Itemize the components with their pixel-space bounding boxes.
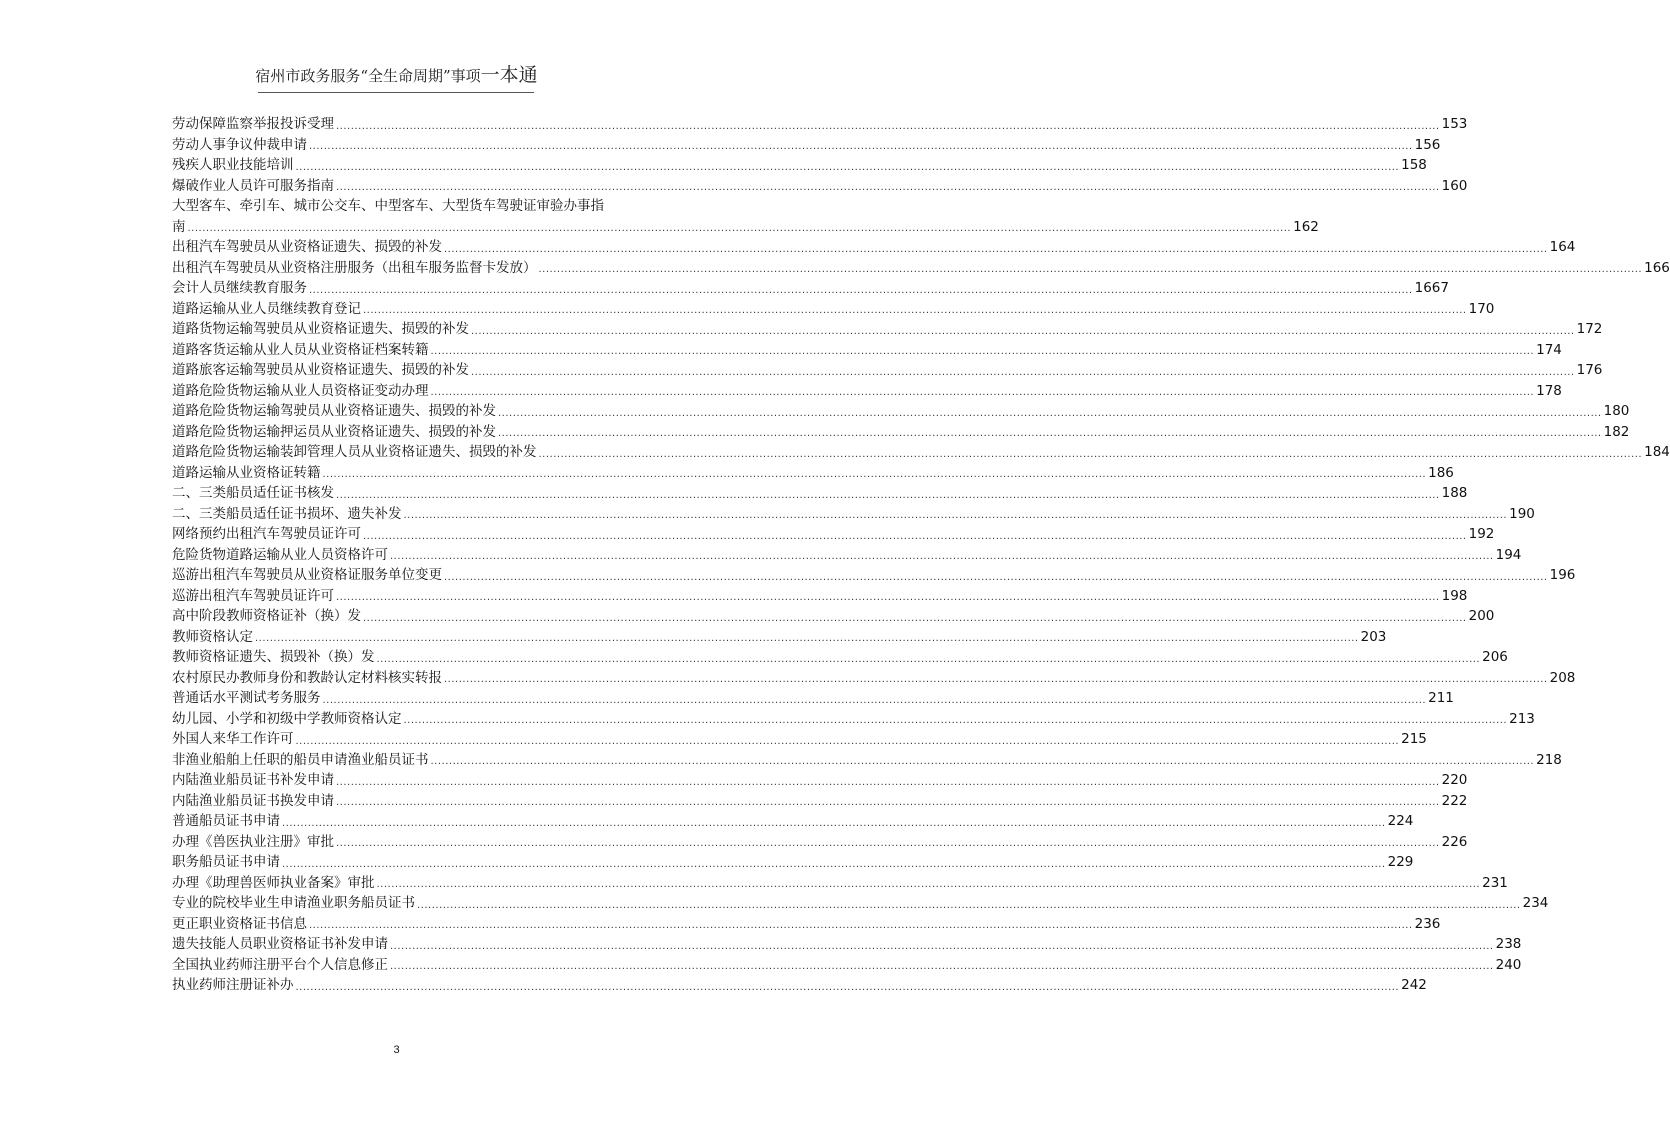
toc-entry-page: 224 — [1387, 813, 1414, 829]
toc-entry-page: 162 — [1293, 218, 1319, 235]
table-of-contents — [172, 114, 1670, 996]
toc-entry-label: 会计人员继续教育服务 — [172, 280, 307, 296]
toc-entry[interactable] — [172, 114, 1468, 135]
dot-leader: ............................................................................................................................................................................................................................................................................................................ — [390, 961, 1494, 972]
toc-entry[interactable] — [172, 668, 1576, 689]
toc-entry[interactable] — [172, 791, 1468, 812]
toc-entry-page: 220 — [1441, 772, 1468, 788]
toc-entry-page: 186 — [1428, 464, 1454, 481]
dot-leader: ............................................................................................................................................................................................................................................................................................................ — [444, 571, 1548, 583]
toc-entry-label: 全国执业药师注册平台个人信息修正 — [172, 956, 388, 973]
toc-entry-page: 226 — [1441, 833, 1468, 850]
dot-leader: ............................................................................................................................................................................................................................................................................................................ — [538, 448, 1643, 460]
toc-entry[interactable] — [172, 319, 1603, 340]
toc-entry-label: 道路旅客运输驾驶员从业资格证遗失、损毁的补发 — [172, 362, 469, 378]
toc-entry-page: 238 — [1495, 936, 1522, 952]
dot-leader: ............................................................................................................................................................................................................................................................................................................ — [322, 469, 1427, 480]
toc-entry[interactable] — [172, 504, 1535, 525]
dot-leader: ............................................................................................................................................................................................................................................................................................................ — [390, 551, 1494, 562]
toc-entry-label: 道路运输从业人员继续教育登记 — [172, 300, 361, 317]
toc-entry-page: 213 — [1509, 710, 1535, 727]
toc-entry-label: 内陆渔业船员证书补发申请 — [172, 772, 334, 788]
dot-leader: ............................................................................................................................................................................................................................................................................................................ — [376, 879, 1481, 890]
toc-entry[interactable] — [172, 360, 1603, 381]
toc-entry[interactable] — [172, 606, 1495, 627]
toc-entry-label: 非渔业船舶上任职的船员申请渔业船员证书 — [172, 751, 429, 768]
toc-entry-page: 211 — [1428, 690, 1454, 706]
toc-entry-label: 办理《兽医执业注册》审批 — [172, 833, 334, 850]
toc-entry-label: 农村原民办教师身份和教龄认定材料核实转报 — [172, 669, 442, 686]
toc-entry[interactable] — [172, 299, 1495, 320]
toc-entry[interactable] — [172, 401, 1630, 422]
dot-leader: ............................................................................................................................................................................................................................................................................................................ — [403, 715, 1508, 726]
toc-entry-page: 208 — [1549, 669, 1576, 686]
toc-entry[interactable] — [172, 565, 1576, 586]
dot-leader: ............................................................................................................................................................................................................................................................................................................ — [390, 940, 1494, 952]
dot-leader: ............................................................................................................................................................................................................................................................................................................ — [255, 633, 1359, 644]
toc-entry-label: 大型客车、牵引车、城市公交车、中型客车、大型货车驾驶证审验办事指 — [172, 198, 604, 214]
toc-entry-page: 192 — [1468, 526, 1495, 542]
toc-entry[interactable] — [172, 770, 1468, 791]
toc-entry-label: 更正职业资格证书信息 — [172, 915, 307, 932]
toc-entry-page: 229 — [1387, 854, 1414, 870]
toc-entry-label: 二、三类船员适任证书核发 — [172, 485, 334, 501]
toc-entry[interactable] — [172, 442, 1670, 463]
toc-entry[interactable] — [172, 934, 1522, 955]
toc-entry-label-continued: 南 — [172, 218, 186, 235]
dot-leader: ............................................................................................................................................................................................................................................................................................................ — [187, 223, 1292, 234]
dot-leader: ............................................................................................................................................................................................................................................................................................................ — [430, 756, 1535, 767]
toc-entry-label: 幼儿园、小学和初级中学教师资格认定 — [172, 710, 402, 727]
toc-entry[interactable] — [172, 258, 1670, 279]
toc-entry-page: 158 — [1401, 157, 1427, 173]
toc-entry-page: 222 — [1441, 792, 1468, 809]
toc-entry[interactable] — [172, 914, 1441, 935]
toc-entry-page: 160 — [1441, 177, 1468, 194]
toc-entry-page: 170 — [1468, 300, 1495, 317]
toc-entry-label: 教师资格证遗失、损毁补（换）发 — [172, 649, 375, 665]
toc-entry[interactable] — [172, 586, 1468, 607]
dot-leader: ............................................................................................................................................................................................................................................................................................................ — [444, 674, 1548, 685]
toc-entry[interactable] — [172, 729, 1427, 750]
dot-leader: ............................................................................................................................................................................................................................................................................................................ — [295, 161, 1400, 173]
toc-entry-page: 200 — [1468, 608, 1495, 624]
dot-leader: ............................................................................................................................................................................................................................................................................................................ — [538, 264, 1643, 275]
toc-entry[interactable] — [172, 340, 1562, 361]
toc-entry[interactable] — [172, 545, 1522, 566]
dot-leader: ............................................................................................................................................................................................................................................................................................................ — [430, 346, 1535, 357]
dot-leader: ............................................................................................................................................................................................................................................................................................................ — [295, 981, 1400, 993]
dot-leader: ............................................................................................................................................................................................................................................................................................................ — [336, 120, 1440, 132]
toc-entry[interactable] — [172, 893, 1549, 914]
toc-entry-label: 道路运输从业资格证转籍 — [172, 464, 321, 481]
toc-entry-label: 残疾人职业技能培训 — [172, 157, 294, 173]
dot-leader: ............................................................................................................................................................................................................................................................................................................ — [444, 243, 1548, 255]
toc-entry[interactable] — [172, 688, 1454, 709]
toc-entry-label: 职务船员证书申请 — [172, 854, 280, 870]
toc-entry-page: 172 — [1576, 321, 1603, 337]
toc-entry-page: 218 — [1536, 751, 1562, 768]
toc-entry-label: 内陆渔业船员证书换发申请 — [172, 792, 334, 809]
toc-entry-label: 高中阶段教师资格证补（换）发 — [172, 608, 361, 624]
dot-leader: ............................................................................................................................................................................................................................................................................................................ — [322, 694, 1427, 706]
toc-entry-label: 普通话水平测试考务服务 — [172, 690, 321, 706]
dot-leader: ............................................................................................................................................................................................................................................................................................................ — [498, 428, 1602, 439]
dot-leader: ............................................................................................................................................................................................................................................................................................................ — [363, 305, 1467, 316]
toc-entry-label: 执业药师注册证补办 — [172, 977, 294, 993]
toc-entry-page: 153 — [1441, 116, 1468, 132]
toc-entry-page: 1667 — [1414, 280, 1449, 296]
toc-entry-page: 156 — [1414, 136, 1441, 153]
toc-entry-label: 办理《助理兽医师执业备案》审批 — [172, 874, 375, 891]
toc-entry[interactable] — [172, 647, 1508, 668]
dot-leader: ............................................................................................................................................................................................................................................................................................................ — [336, 592, 1440, 603]
toc-entry-label: 二、三类船员适任证书损坏、遗失补发 — [172, 505, 402, 522]
toc-entry-label: 网络预约出租汽车驾驶员证许可 — [172, 526, 361, 542]
toc-entry[interactable] — [172, 381, 1562, 402]
dot-leader: ............................................................................................................................................................................................................................................................................................................ — [363, 612, 1467, 624]
toc-entry[interactable] — [172, 709, 1535, 730]
toc-entry-label: 巡游出租汽车驾驶员证许可 — [172, 587, 334, 604]
toc-entry-page: 182 — [1603, 423, 1630, 440]
dot-leader: ............................................................................................................................................................................................................................................................................................................ — [403, 510, 1508, 521]
toc-entry[interactable] — [172, 463, 1454, 484]
toc-entry-label: 专业的院校毕业生申请渔业职务船员证书 — [172, 895, 415, 911]
header-title: 宿州市政务服务“全生命周期”事项 — [255, 67, 481, 85]
toc-entry-label: 遗失技能人员职业资格证书补发申请 — [172, 936, 388, 952]
running-header — [0, 60, 793, 87]
toc-entry-page: 215 — [1401, 731, 1427, 747]
dot-leader: ............................................................................................................................................................................................................................................................................................................ — [336, 838, 1440, 849]
toc-entry-label: 劳动人事争议仲裁申请 — [172, 136, 307, 153]
toc-entry[interactable] — [172, 627, 1387, 648]
toc-entry-label: 道路危险货物运输装卸管理人员从业资格证遗失、损毁的补发 — [172, 444, 537, 460]
toc-entry[interactable] — [172, 852, 1414, 873]
toc-entry-label: 教师资格认定 — [172, 628, 253, 645]
toc-entry-label: 出租汽车驾驶员从业资格注册服务（出租车服务监督卡发放） — [172, 259, 537, 276]
toc-entry-page: 206 — [1482, 649, 1508, 665]
dot-leader: ............................................................................................................................................................................................................................................................................................................ — [309, 284, 1413, 296]
dot-leader: ............................................................................................................................................................................................................................................................................................................ — [309, 141, 1413, 152]
toc-entry-label: 劳动保障监察举报投诉受理 — [172, 116, 334, 132]
toc-entry-label: 普通船员证书申请 — [172, 813, 280, 829]
dot-leader: ............................................................................................................................................................................................................................................................................................................ — [336, 776, 1440, 788]
dot-leader: ............................................................................................................................................................................................................................................................................................................ — [430, 387, 1535, 398]
header-title-emphasis: 一本通 — [480, 64, 538, 86]
toc-entry[interactable] — [172, 278, 1449, 299]
header-underline — [258, 92, 534, 93]
toc-entry[interactable] — [172, 135, 1441, 156]
dot-leader: ............................................................................................................................................................................................................................................................................................................ — [471, 366, 1575, 378]
dot-leader: ............................................................................................................................................................................................................................................................................................................ — [336, 797, 1440, 808]
dot-leader: ............................................................................................................................................................................................................................................................................................................ — [417, 899, 1521, 911]
toc-entry-label: 危险货物道路运输从业人员资格许可 — [172, 546, 388, 563]
toc-entry-label: 道路危险货物运输驾驶员从业资格证遗失、损毁的补发 — [172, 403, 496, 419]
dot-leader: ............................................................................................................................................................................................................................................................................................................ — [471, 325, 1575, 337]
toc-entry[interactable] — [172, 975, 1427, 996]
toc-entry[interactable] — [172, 237, 1576, 258]
toc-entry[interactable] — [172, 176, 1468, 197]
toc-entry-page: 196 — [1549, 567, 1576, 583]
toc-entry-page: 166 — [1644, 259, 1670, 276]
toc-entry[interactable] — [172, 483, 1468, 504]
toc-entry-page: 176 — [1576, 362, 1603, 378]
toc-entry[interactable] — [172, 832, 1468, 853]
toc-entry[interactable] — [172, 955, 1522, 976]
toc-entry-page: 174 — [1536, 341, 1562, 358]
toc-entry[interactable] — [172, 873, 1508, 894]
toc-entry-page: 231 — [1482, 874, 1508, 891]
dot-leader: ............................................................................................................................................................................................................................................................................................................ — [282, 858, 1386, 870]
page-number: 3 — [393, 1044, 400, 1056]
toc-entry-label: 道路危险货物运输押运员从业资格证遗失、损毁的补发 — [172, 423, 496, 440]
toc-entry-page: 180 — [1603, 403, 1630, 419]
dot-leader: ............................................................................................................................................................................................................................................................................................................ — [336, 489, 1440, 501]
toc-entry-page: 164 — [1549, 239, 1576, 255]
toc-entry-page: 194 — [1495, 546, 1522, 563]
toc-entry-label: 巡游出租汽车驾驶员从业资格证服务单位变更 — [172, 567, 442, 583]
toc-entry-page: 198 — [1441, 587, 1468, 604]
dot-leader: ............................................................................................................................................................................................................................................................................................................ — [363, 530, 1467, 542]
toc-entry-page: 203 — [1360, 628, 1387, 645]
toc-entry-page: 242 — [1401, 977, 1427, 993]
toc-entry-page: 234 — [1522, 895, 1549, 911]
dot-leader: ............................................................................................................................................................................................................................................................................................................ — [498, 407, 1602, 419]
toc-entry[interactable] — [172, 422, 1630, 443]
toc-entry-label: 道路客货运输从业人员从业资格证档案转籍 — [172, 341, 429, 358]
toc-entry-label: 爆破作业人员许可服务指南 — [172, 177, 334, 194]
toc-entry-page: 240 — [1495, 956, 1522, 973]
toc-entry-label: 外国人来华工作许可 — [172, 731, 294, 747]
toc-entry[interactable] — [172, 811, 1414, 832]
toc-entry-page: 236 — [1414, 915, 1441, 932]
toc-entry-page: 184 — [1644, 444, 1670, 460]
toc-entry[interactable] — [172, 524, 1495, 545]
dot-leader: ............................................................................................................................................................................................................................................................................................................ — [309, 920, 1413, 931]
toc-entry[interactable] — [172, 196, 1319, 237]
toc-entry-page: 190 — [1509, 505, 1535, 522]
toc-entry-label: 道路货物运输驾驶员从业资格证遗失、损毁的补发 — [172, 321, 469, 337]
toc-entry-page: 178 — [1536, 382, 1562, 399]
toc-entry-page: 188 — [1441, 485, 1468, 501]
dot-leader: ............................................................................................................................................................................................................................................................................................................ — [336, 182, 1440, 193]
toc-entry-label: 出租汽车驾驶员从业资格证遗失、损毁的补发 — [172, 239, 442, 255]
toc-entry[interactable] — [172, 750, 1562, 771]
toc-entry-label: 道路危险货物运输从业人员资格证变动办理 — [172, 382, 429, 399]
dot-leader: ............................................................................................................................................................................................................................................................................................................ — [295, 735, 1400, 747]
dot-leader: ............................................................................................................................................................................................................................................................................................................ — [282, 817, 1386, 829]
dot-leader: ............................................................................................................................................................................................................................................................................................................ — [376, 653, 1481, 665]
toc-entry[interactable] — [172, 155, 1427, 176]
